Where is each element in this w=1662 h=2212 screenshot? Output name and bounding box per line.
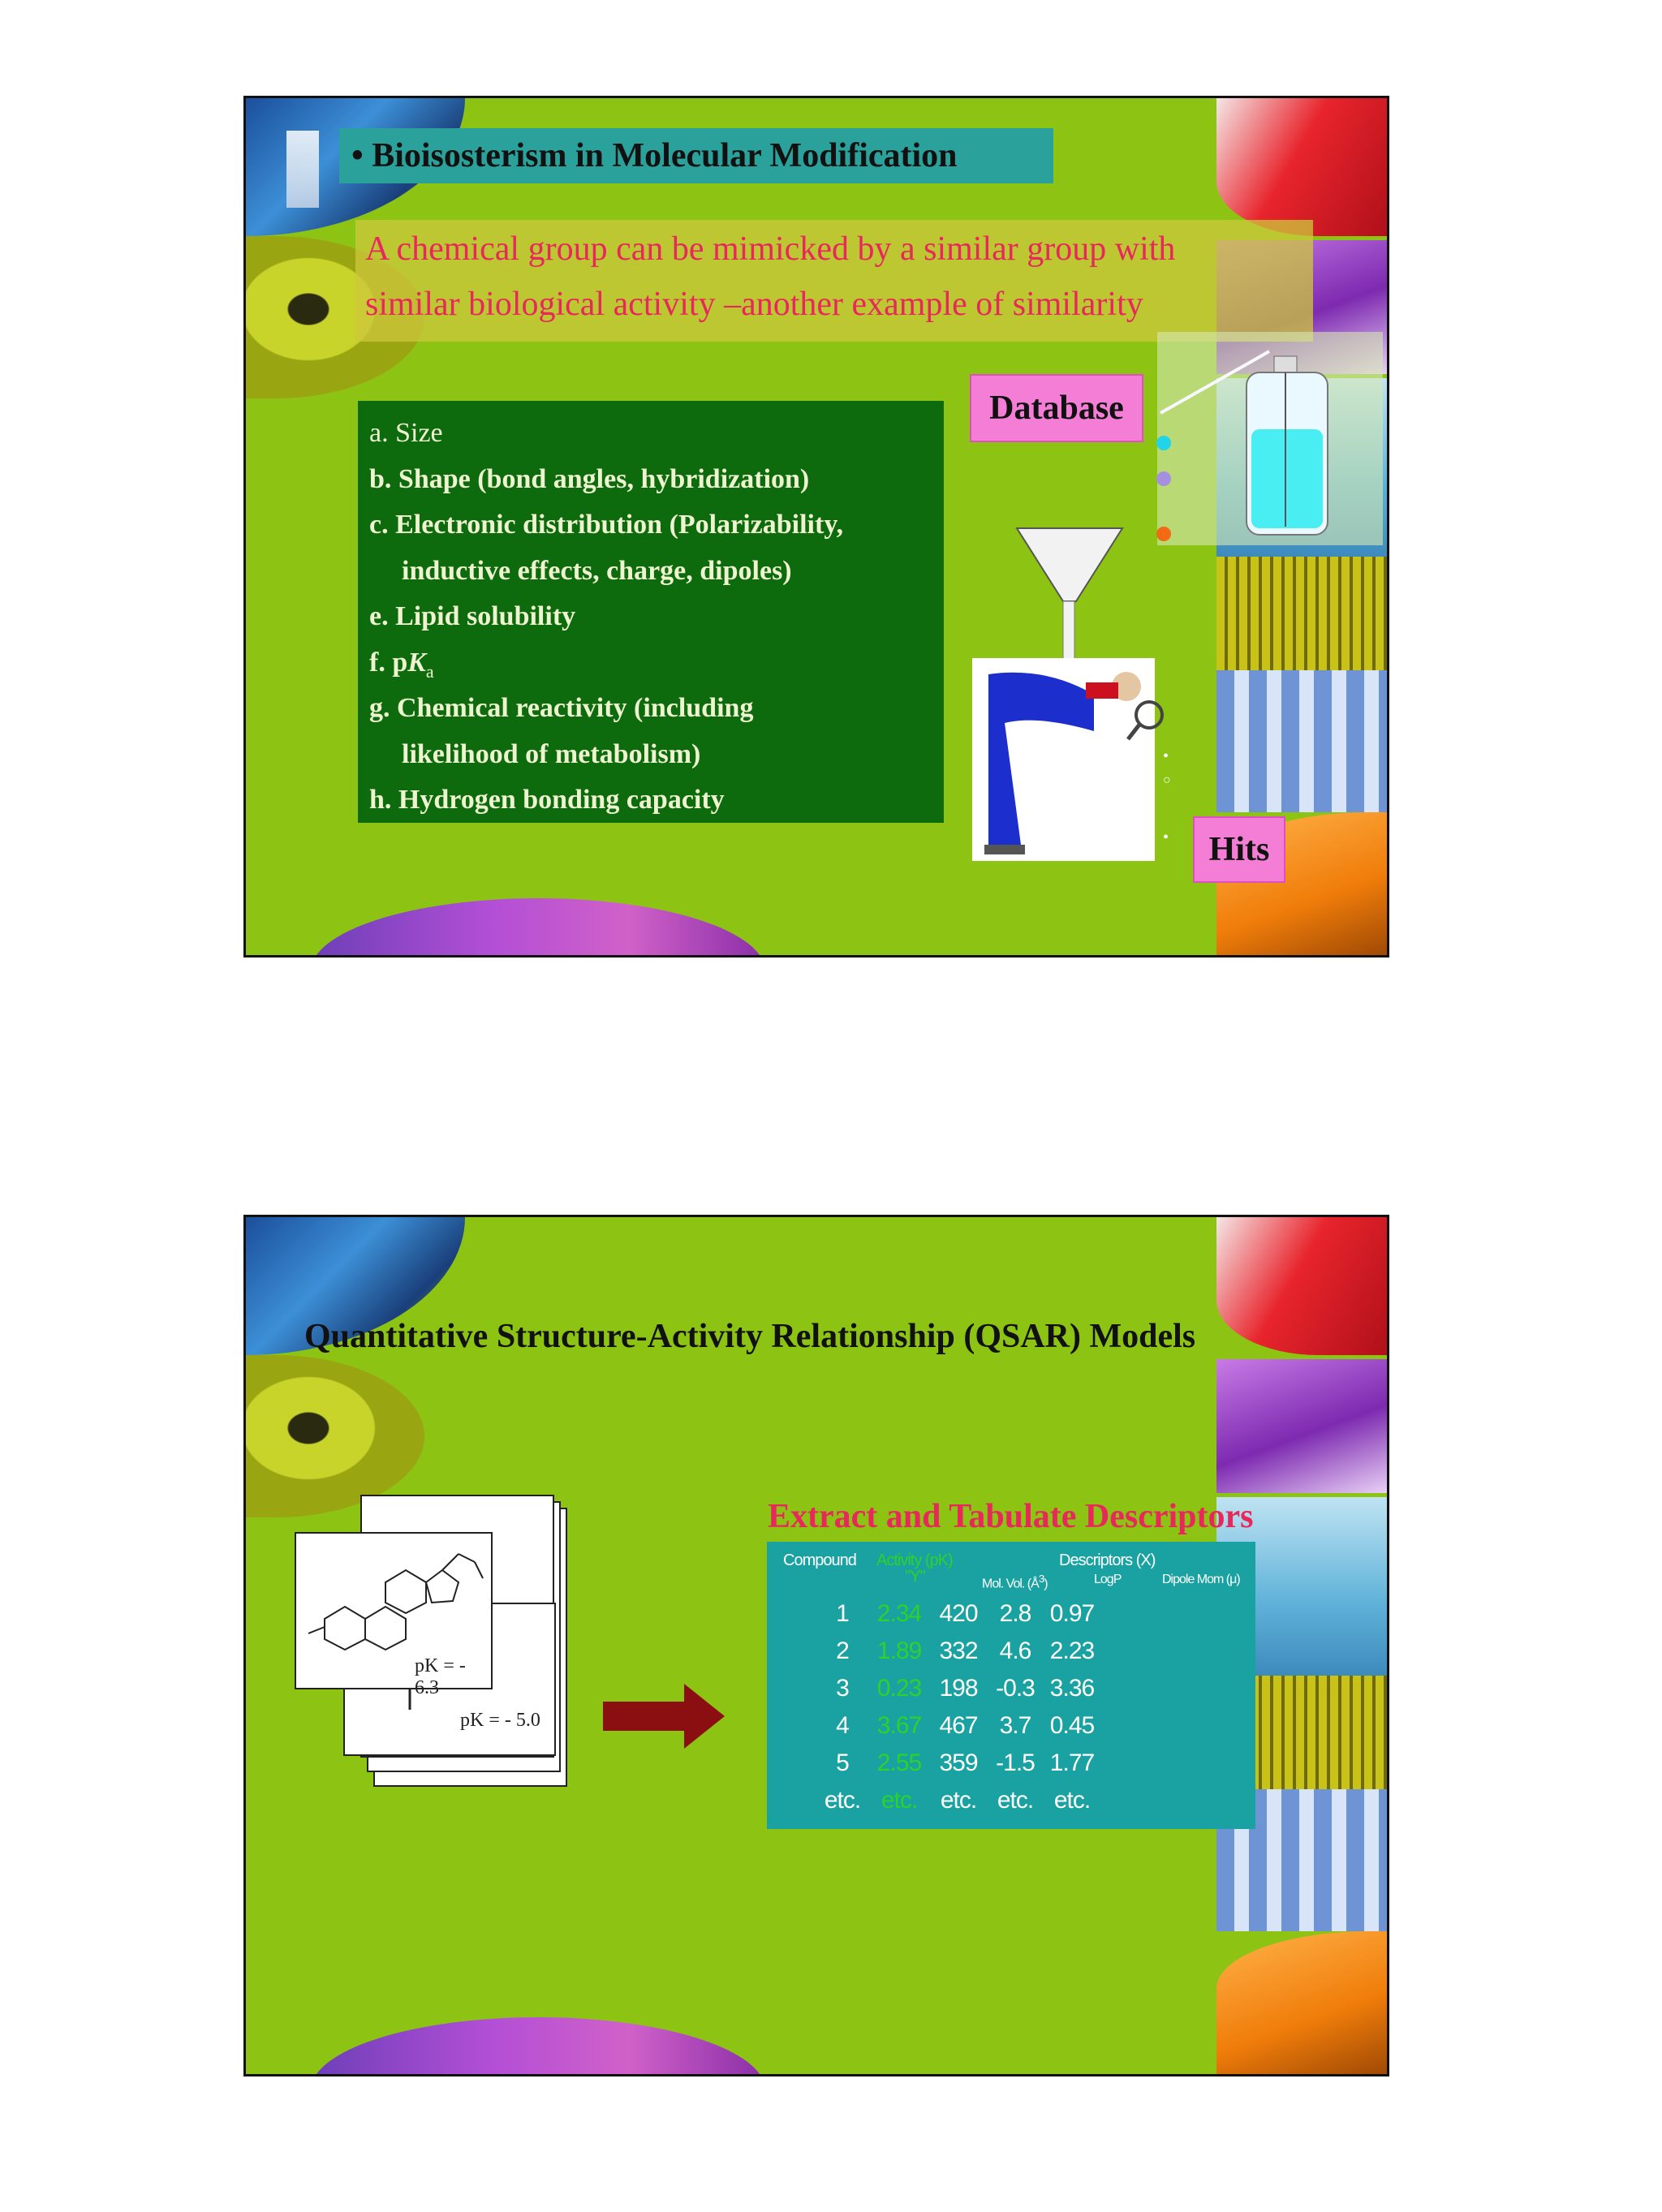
cell-compound: 2: [836, 1637, 849, 1664]
table-heading: Extract and Tabulate Descriptors: [768, 1498, 1254, 1535]
cell-activity: 0.23: [876, 1675, 922, 1702]
property-item: inductive effects, charge, dipoles): [402, 555, 792, 586]
header-descriptors: Descriptors (X): [1059, 1551, 1156, 1569]
header-activity: Activity (pK): [876, 1551, 953, 1569]
pka-sub: a: [425, 661, 434, 682]
descriptor-table: [767, 1542, 1255, 1829]
cell-dipole: 3.36: [1049, 1675, 1095, 1702]
decorative-bottom-arc: [311, 2017, 765, 2076]
cell-activity: 2.55: [876, 1749, 922, 1776]
cell-logp: -1.5: [996, 1749, 1035, 1776]
slide-qsar-models: [243, 1215, 1389, 2076]
decorative-orange-image: [1216, 1931, 1387, 2074]
cell-dipole: etc.: [1053, 1787, 1091, 1814]
cell-compound: 1: [836, 1600, 849, 1627]
property-item: e. Lipid solubility: [369, 601, 576, 631]
dot-marker: ○: [1163, 773, 1171, 787]
cell-mol-vol: etc.: [940, 1787, 977, 1814]
similarity-statement: [355, 220, 1313, 342]
mol-vol-sup: 3: [1038, 1573, 1044, 1585]
wash-bottle-illustration: [1157, 332, 1384, 547]
header-logp: LogP: [1094, 1573, 1122, 1586]
decorative-purple-image: [1216, 1359, 1387, 1493]
statement-line: A chemical group can be mimicked by a similar group with: [365, 230, 1176, 268]
structure-card-front: [295, 1532, 493, 1698]
decorative-pillars-image: [1216, 670, 1387, 812]
property-item: a. Size: [369, 418, 443, 448]
decorative-red-image: [1216, 98, 1387, 236]
slide-title-box: [339, 128, 1053, 183]
decorative-silhouette: [286, 131, 319, 208]
cell-compound: 5: [836, 1749, 849, 1776]
statement-line: similar biological activity –another example of similarity: [365, 286, 1143, 323]
cell-dipole: 1.77: [1049, 1749, 1095, 1776]
properties-list: [358, 401, 944, 823]
dot-marker: •: [1163, 747, 1169, 765]
property-item: b. Shape (bond angles, hybridization): [369, 463, 810, 494]
cell-mol-vol: 467: [939, 1712, 978, 1739]
header-mol-vol: [982, 1573, 1048, 1591]
database-label: Database: [970, 374, 1143, 442]
slide-title: • Bioisosterism in Molecular Modification: [351, 137, 958, 174]
cell-compound: 3: [836, 1675, 849, 1702]
cell-dipole: 0.97: [1049, 1600, 1095, 1627]
cell-compound: etc.: [824, 1787, 861, 1814]
mol-vol-text: Mol. Vol. (Å: [982, 1577, 1039, 1591]
cell-compound: 4: [836, 1712, 849, 1739]
cell-mol-vol: 332: [939, 1637, 978, 1664]
cell-activity: 1.89: [876, 1637, 922, 1664]
property-item: g. Chemical reactivity (including: [369, 693, 754, 723]
header-dipole: Dipole Mom (μ): [1162, 1573, 1240, 1586]
card-pk-label: pK = - 6.3: [415, 1655, 466, 1698]
card-pk-label: pK = - 5.0: [460, 1710, 540, 1731]
cell-logp: 2.8: [999, 1600, 1031, 1627]
pka-prefix: f. p: [369, 647, 408, 678]
bubble-lavender: [1156, 471, 1171, 486]
slide-bioisosterism: [243, 96, 1389, 958]
cell-logp: 3.7: [999, 1712, 1031, 1739]
pka-k: K: [407, 647, 426, 678]
mol-vol-end: ): [1044, 1577, 1048, 1591]
cell-mol-vol: 198: [939, 1675, 978, 1702]
decorative-bottom-arc: [311, 898, 765, 958]
property-item: h. Hydrogen bonding capacity: [369, 785, 725, 815]
decorative-face-image: [246, 1355, 424, 1517]
slide-title: Quantitative Structure-Activity Relationship (QSAR) Models: [304, 1318, 1196, 1355]
property-item: likelihood of metabolism): [402, 738, 701, 769]
cell-dipole: 0.45: [1049, 1712, 1095, 1739]
decorative-yellow-city-image: [1216, 557, 1387, 670]
dot-marker: •: [1163, 828, 1169, 846]
cell-mol-vol: 420: [939, 1600, 978, 1627]
decorative-red-image: [1216, 1217, 1387, 1355]
header-activity-y: "Y": [905, 1568, 925, 1586]
cell-activity: etc.: [881, 1787, 918, 1814]
property-item-pka: [369, 640, 932, 686]
hits-label: Hits: [1193, 816, 1285, 883]
cell-logp: -0.3: [996, 1675, 1035, 1702]
header-compound: Compound: [783, 1551, 856, 1569]
arrow-right-icon: [603, 1684, 725, 1749]
cell-activity: 3.67: [876, 1712, 922, 1739]
cell-dipole: 2.23: [1049, 1637, 1095, 1664]
cell-activity: 2.34: [876, 1600, 922, 1627]
cell-logp: 4.6: [999, 1637, 1031, 1664]
researcher-funnel-illustration: [972, 520, 1167, 869]
bubble-cyan: [1156, 436, 1171, 450]
property-item: c. Electronic distribution (Polarizability,: [369, 510, 843, 540]
cell-logp: etc.: [997, 1787, 1034, 1814]
cell-mol-vol: 359: [939, 1749, 978, 1776]
